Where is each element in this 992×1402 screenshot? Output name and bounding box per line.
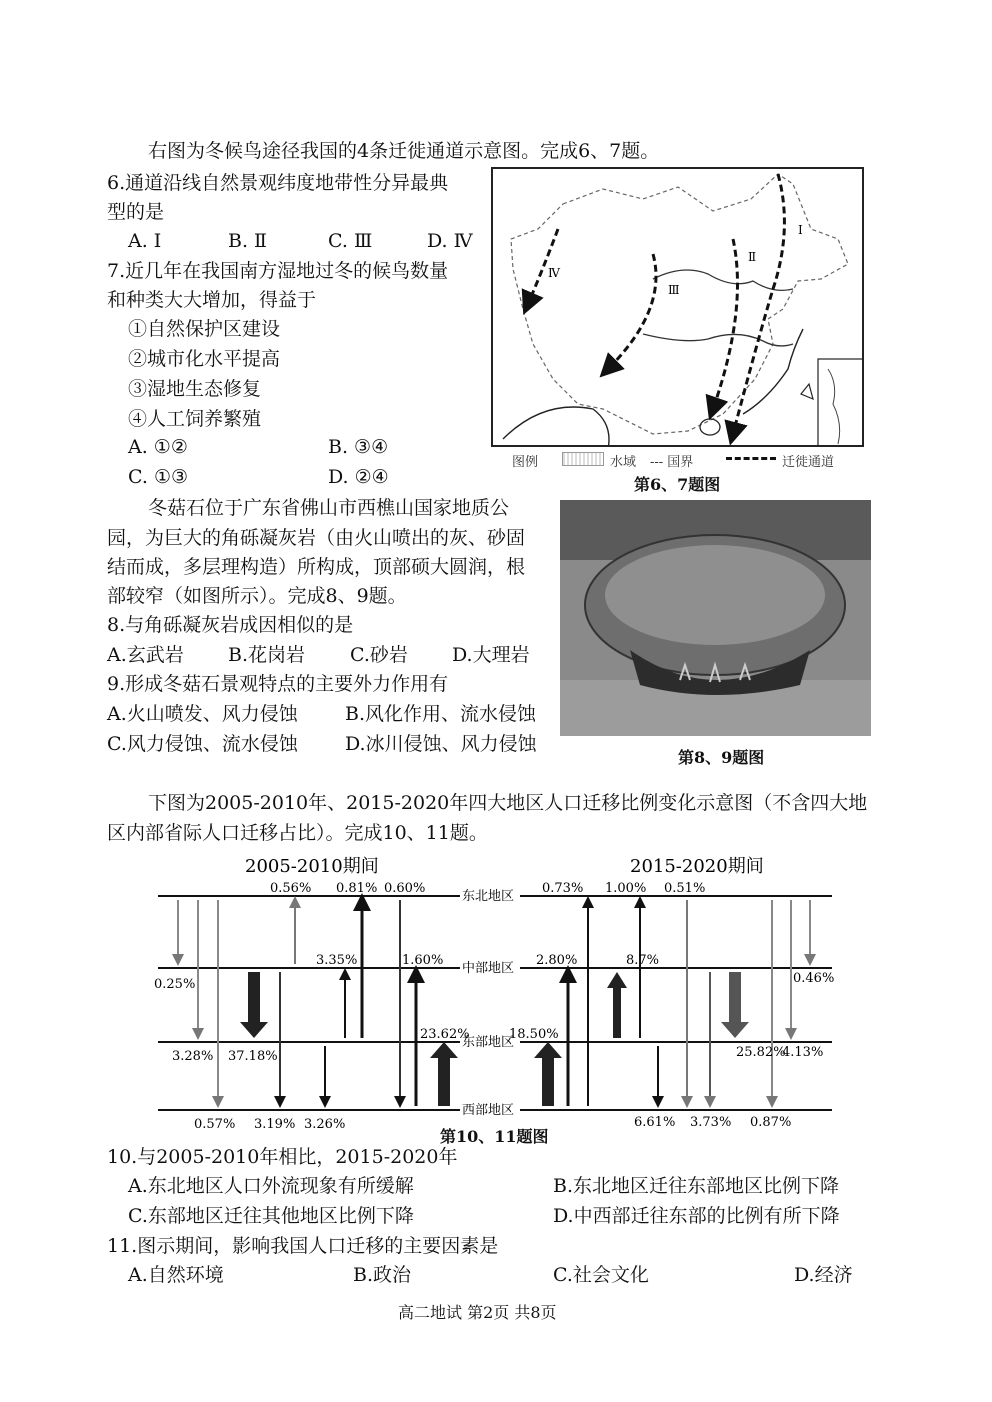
p1-label-9: 37.18%: [228, 1049, 278, 1064]
p2-arrow-central-east: [721, 972, 749, 1038]
q9-option-c: C.风力侵蚀、流水侵蚀: [107, 733, 298, 755]
p2-label-1: 0.73%: [542, 881, 584, 896]
q9-option-b: B.风化作用、流水侵蚀: [345, 703, 537, 725]
q7-item-2: ②城市化水平提高: [128, 348, 281, 370]
map-legend-border: --- 国界: [650, 455, 694, 470]
p1-arrow-central-east: [240, 972, 268, 1038]
taiwan-island: [801, 384, 813, 399]
q6-stem-line2: 型的是: [107, 201, 165, 223]
intro-q10-11-line2: 区内部省际人口迁移占比）。完成10、11题。: [107, 822, 488, 844]
water-swatch: [562, 452, 604, 466]
q11-option-a: A.自然环境: [128, 1264, 224, 1286]
panel-1-title: 2005-2010期间: [245, 856, 379, 877]
p2-label-4: 2.80%: [536, 953, 578, 968]
p1-label-2: 0.81%: [336, 881, 378, 896]
region-west: 西部地区: [462, 1103, 515, 1118]
mushroom-rock-photo: [560, 500, 871, 736]
south-sea-inset: [818, 359, 864, 447]
q6-option-c: C. Ⅲ: [328, 230, 373, 252]
intro-q6-7: 右图为冬候鸟途径我国的4条迁徙通道示意图。完成6、7题。: [148, 140, 660, 162]
p1-arrow-west-east: [430, 1042, 458, 1106]
yangtze-river: [643, 334, 793, 346]
migration-diagram: [150, 850, 840, 1145]
q10-option-b: B.东北地区迁往东部地区比例下降: [553, 1175, 840, 1197]
q11-option-c: C.社会文化: [553, 1264, 649, 1286]
route-swatch: [726, 457, 776, 460]
p1-label-3: 0.60%: [384, 881, 426, 896]
p1-label-10: 0.57%: [194, 1117, 236, 1132]
p1-label-7: 23.62%: [420, 1027, 470, 1042]
panel-2-title: 2015-2020期间: [630, 856, 764, 877]
q7-option-b: B. ③④: [328, 436, 389, 458]
q7-option-c: C. ①③: [128, 466, 189, 488]
p2-label-8: 25.82%: [736, 1045, 786, 1060]
p1-label-1: 0.56%: [270, 881, 312, 896]
route-label-ii: Ⅱ: [748, 250, 757, 264]
q8-option-a: A.玄武岩: [107, 644, 184, 666]
p2-label-9: 4.13%: [782, 1045, 824, 1060]
p2-label-5: 8.7%: [626, 953, 660, 968]
p2-label-6: 0.46%: [793, 971, 835, 986]
coastline: [743, 329, 803, 414]
bay-of-bengal-coast: [503, 407, 609, 447]
passage-line-2: 园，为巨大的角砾凝灰岩（由火山喷出的灰、砂固: [107, 527, 526, 549]
passage-line-4: 部较窄（如图所示）。完成8、9题。: [107, 585, 407, 607]
q10-option-d: D.中西部迁往东部的比例有所下降: [553, 1205, 840, 1227]
q6-option-d: D. Ⅳ: [427, 230, 473, 252]
region-northeast: 东北地区: [462, 889, 515, 904]
passage-line-3: 结而成，多层理构造）所构成，顶部硕大圆润，根: [107, 556, 526, 578]
q11-option-d: D.经济: [794, 1264, 853, 1286]
q9-option-d: D.冰川侵蚀、风力侵蚀: [345, 733, 537, 755]
passage-line-1: 冬菇石位于广东省佛山市西樵山国家地质公: [148, 497, 510, 519]
photo-drawing: [560, 500, 871, 736]
p1-label-5: 1.60%: [402, 953, 444, 968]
map-legend-water: 水域: [610, 455, 637, 470]
p2-label-12: 0.87%: [750, 1115, 792, 1130]
map-drawing: [493, 169, 864, 447]
map-caption: 第6、7题图: [634, 475, 721, 494]
q8-stem: 8.与角砾凝灰岩成因相似的是: [107, 614, 354, 636]
p2-label-7: 18.50%: [509, 1027, 559, 1042]
q7-stem-line1: 7.近几年在我国南方湿地过冬的候鸟数量: [107, 260, 449, 282]
p2-arrow-west-east: [534, 1042, 562, 1106]
q7-option-d: D. ②④: [328, 466, 389, 488]
route-label-i: Ⅰ: [798, 223, 803, 237]
q11-option-b: B.政治: [353, 1264, 412, 1286]
q9-stem: 9.形成冬菇石景观特点的主要外力作用有: [107, 673, 449, 695]
intro-q10-11-line1: 下图为2005-2010年、2015-2020年四大地区人口迁移比例变化示意图（不含四大地: [148, 792, 868, 814]
map-legend-route: 迁徙通道: [782, 455, 835, 470]
migration-map: [491, 167, 864, 447]
p1-label-11: 3.19%: [254, 1117, 296, 1132]
photo-caption: 第8、9题图: [678, 748, 765, 767]
q9-option-a: A.火山喷发、风力侵蚀: [107, 703, 298, 725]
q8-option-c: C.砂岩: [350, 644, 408, 666]
q7-stem-line2: 和种类大大增加，得益于: [107, 289, 317, 311]
q8-option-b: B.花岗岩: [228, 644, 306, 666]
p2-label-2: 1.00%: [605, 881, 647, 896]
q6-stem-line1: 6.通道沿线自然景观纬度地带性分异最典: [107, 172, 449, 194]
q7-item-3: ③湿地生态修复: [128, 378, 262, 400]
p1-label-12: 3.26%: [304, 1117, 346, 1132]
hainan-island: [700, 419, 720, 435]
route-iii: [608, 254, 656, 369]
q10-option-a: A.东北地区人口外流现象有所缓解: [128, 1175, 414, 1197]
route-label-iii: Ⅲ: [668, 283, 680, 297]
route-ii: [713, 239, 738, 409]
p1-label-8: 3.28%: [172, 1049, 214, 1064]
q7-item-1: ①自然保护区建设: [128, 318, 281, 340]
diagram-caption: 第10、11题图: [440, 1127, 549, 1146]
route-label-iv: Ⅳ: [548, 266, 560, 280]
q10-stem: 10.与2005-2010年相比，2015-2020年: [107, 1146, 458, 1168]
q8-option-d: D.大理岩: [452, 644, 530, 666]
p2-arrow-east-central: [607, 972, 627, 1038]
q6-option-a: A. Ⅰ: [128, 230, 162, 252]
route-i: [733, 174, 784, 434]
p1-label-6: 0.25%: [154, 977, 196, 992]
p2-label-3: 0.51%: [664, 881, 706, 896]
p1-label-4: 3.35%: [316, 953, 358, 968]
region-central: 中部地区: [462, 961, 515, 976]
region-east: 东部地区: [462, 1035, 515, 1050]
page-footer: 高二地试 第2页 共8页: [398, 1303, 557, 1322]
q6-option-b: B. Ⅱ: [228, 230, 267, 252]
q7-item-4: ④人工饲养繁殖: [128, 408, 262, 430]
national-border: [511, 174, 848, 434]
q11-stem: 11.图示期间，影响我国人口迁移的主要因素是: [107, 1235, 499, 1257]
q10-option-c: C.东部地区迁往其他地区比例下降: [128, 1205, 414, 1227]
p2-label-11: 3.73%: [690, 1115, 732, 1130]
q7-option-a: A. ①②: [128, 436, 188, 458]
map-legend-title: 图例: [512, 455, 539, 470]
p2-label-10: 6.61%: [634, 1115, 676, 1130]
